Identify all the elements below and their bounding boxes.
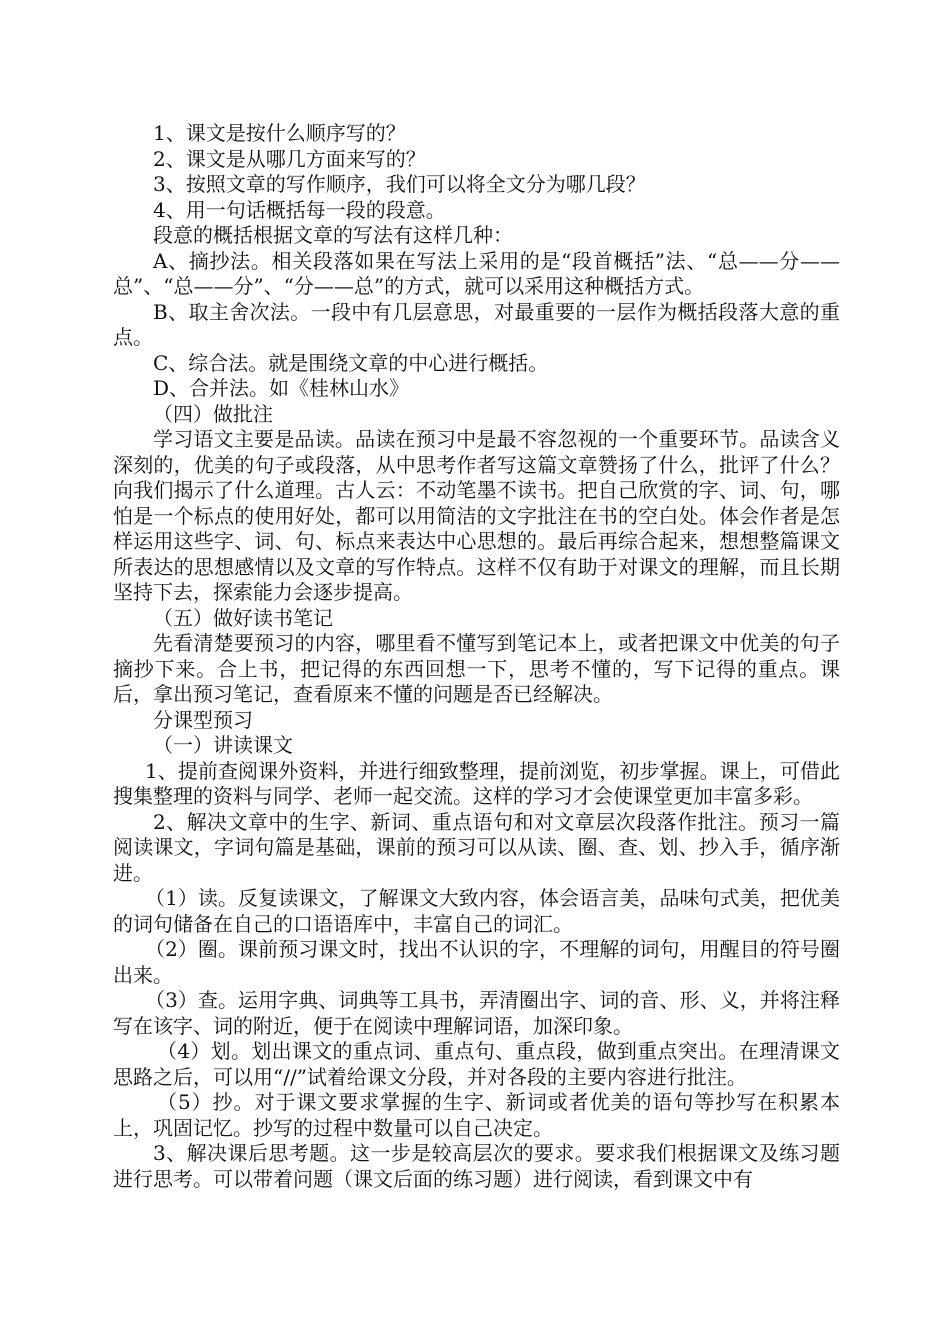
step-lookup: （3）查。运用字典、词典等工具书，弄清圈出字、词的音、形、义，并将注释写在该字、词的附近，便于在阅读中理解词语，加深印象。 (113, 988, 840, 1038)
subsection-heading-1: （一）讲读课文 (153, 733, 293, 757)
question-1: 1、课文是按什么顺序写的？ (153, 121, 406, 145)
method-b: B、取主舍次法。一段中有几层意思，对最重要的一层作为概括段落大意的重点。 (113, 299, 840, 349)
question-3: 3、按照文章的写作顺序，我们可以将全文分为哪几段？ (153, 172, 646, 196)
step-1: 1、提前查阅课外资料，并进行细致整理，提前浏览，初步掌握。课上，可借此搜集整理的资料与同学、老师一起交流。这样的学习才会使课堂更加丰富多彩。 (113, 758, 840, 808)
step-mark: （4）划。划出课文的重点词、重点句、重点段，做到重点突出。在理清课文思路之后，可以用“//”试着给课文分段，并对各段的主要内容进行批注。 (113, 1039, 840, 1089)
lesson-type-heading: 分课型预习 (153, 707, 253, 732)
step-circle: （2）圈。课前预习课文时，找出不认识的字，不理解的词句，用醒目的符号圈出来。 (113, 937, 840, 987)
step-3: 3、解决课后思考题。这一步是较高层次的要求。要求我们根据课文及练习题进行思考。可以带着问题（课文后面的练习题）进行阅读，看到课文中有 (113, 1141, 840, 1191)
method-a: A、摘抄法。相关段落如果在写法上采用的是“段首概括”法、“总——分——总”、“总——分”、“分——总”的方式，就可以采用这种概括方式。 (113, 248, 840, 298)
step-read: （1）读。反复读课文，了解课文大致内容，体会语言美，品味句式美，把优美的词句储备在自己的口语语库中，丰富自己的词汇。 (113, 886, 840, 936)
question-2: 2、课文是从哪几方面来写的？ (153, 146, 426, 171)
annotation-paragraph: 学习语文主要是品读。品读在预习中是最不容忽视的一个重要环节。品读含义深刻的，优美的句子或段落，从中思考作者写这篇文章赞扬了什么，批评了什么？向我们揭示了什么道理。古人云：不动笔墨不读书。把自己欣赏的字、词、句，哪怕是一个标点的使用好处，都可以用简洁的文字批注在书的空白处。体会作者是怎样运用这些字、词、句、标点来表达中心思想的。最后再综合起来，想想整篇课文所表达的思想感情以及文章的写作特点。这样不仅有助于对课文的理解，而且长期坚持下去，探索能力会逐步提高。 (113, 427, 840, 604)
question-4: 4、用一句话概括每一段的段意。 (153, 197, 446, 222)
notes-paragraph: 先看清楚要预习的内容，哪里看不懂写到笔记本上，或者把课文中优美的句子摘抄下来。合上书，把记得的东西回想一下，思考不懂的，写下记得的重点。课后，拿出预习笔记，查看原来不懂的问题是否已经解决。 (113, 631, 840, 706)
step-2: 2、解决文章中的生字、新词、重点语句和对文章层次段落作批注。预习一篇阅读课文，字词句篇是基础，课前的预习可以从读、圈、查、划、抄入手，循序渐进。 (113, 809, 840, 885)
section-heading-4: （四）做批注 (153, 401, 273, 426)
method-c: C、综合法。就是围绕文章的中心进行概括。 (153, 350, 549, 375)
section-heading-5: （五）做好读书笔记 (153, 605, 333, 630)
method-d: D、合并法。如《桂林山水》 (153, 376, 410, 400)
summary-intro: 段意的概括根据文章的写法有这样几种： (153, 223, 513, 247)
step-copy: （5）抄。对于课文要求掌握的生字、新词或者优美的语句等抄写在积累本上，巩固记忆。抄写的过程中数量可以自己决定。 (113, 1090, 840, 1140)
